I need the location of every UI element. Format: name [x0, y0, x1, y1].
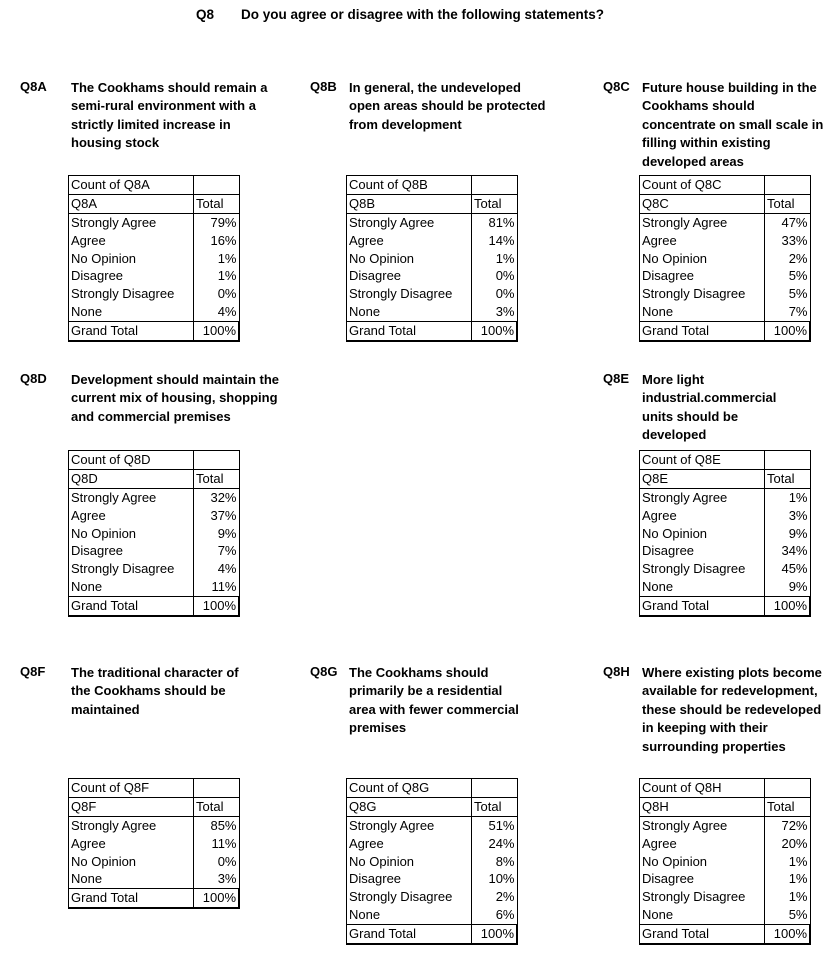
row-value: 72% [765, 816, 811, 834]
row-label: Agree [640, 232, 765, 250]
row-label: Count of Q8G [347, 779, 472, 798]
table-row [347, 853, 518, 871]
table-row [640, 250, 811, 268]
q8c-pivot-table [639, 175, 811, 342]
row-value: 6% [472, 906, 518, 924]
q8a-code: Q8A [20, 79, 47, 94]
row-value: 2% [765, 250, 811, 268]
row-label: Q8F [69, 797, 194, 816]
row-value: 5% [765, 906, 811, 924]
grand-total-row [640, 925, 811, 944]
table-row [347, 303, 518, 321]
row-label: Agree [69, 835, 194, 853]
q8c-statement: Future house building in the Cookhams should concentrate on small scale in filling within existing developed areas [642, 79, 824, 169]
row-label: Strongly Agree [640, 213, 765, 231]
row-value: 100% [472, 322, 518, 341]
row-value: 100% [765, 322, 811, 341]
row-label: Q8A [69, 194, 194, 213]
row-label: No Opinion [640, 525, 765, 543]
row-value [765, 779, 811, 798]
grand-total-row [347, 925, 518, 944]
header-row [347, 797, 518, 816]
q8b-statement: In general, the undeveloped open areas should be protected from development [349, 79, 546, 132]
row-label: Strongly Agree [69, 213, 194, 231]
row-value: 0% [194, 285, 240, 303]
row-label: None [69, 870, 194, 888]
q8h-pivot-table [639, 778, 811, 945]
row-value: 81% [472, 213, 518, 231]
table-row [640, 853, 811, 871]
header-row [69, 194, 240, 213]
row-label: Count of Q8C [640, 176, 765, 195]
table-row [69, 303, 240, 321]
count-row [347, 779, 518, 798]
table-row [347, 267, 518, 285]
row-value: 34% [765, 542, 811, 560]
table-row [69, 578, 240, 596]
grand-total-row [640, 597, 811, 616]
row-label: None [347, 906, 472, 924]
row-value: 2% [472, 888, 518, 906]
q8b-code: Q8B [310, 79, 337, 94]
row-value: 85% [194, 816, 240, 834]
q8g-code: Q8G [310, 664, 338, 679]
table-row [69, 560, 240, 578]
row-value: 3% [194, 870, 240, 888]
row-value: 9% [765, 578, 811, 596]
row-value: Total [194, 469, 240, 488]
q8d-code: Q8D [20, 371, 47, 386]
row-value: 8% [472, 853, 518, 871]
row-label: Strongly Disagree [640, 888, 765, 906]
table-row [69, 267, 240, 285]
table-row [640, 906, 811, 924]
header-row [69, 797, 240, 816]
row-label: Strongly Agree [69, 488, 194, 506]
header-row [640, 194, 811, 213]
row-label: Grand Total [347, 925, 472, 944]
row-value: 1% [765, 488, 811, 506]
row-label: Grand Total [640, 925, 765, 944]
row-label: Q8C [640, 194, 765, 213]
table-row [347, 285, 518, 303]
row-label: Q8B [347, 194, 472, 213]
row-value: 3% [765, 507, 811, 525]
header-row [640, 797, 811, 816]
row-value: Total [194, 194, 240, 213]
row-value: 100% [765, 597, 811, 616]
row-label: Grand Total [69, 322, 194, 341]
row-value: 24% [472, 835, 518, 853]
row-label: Disagree [69, 267, 194, 285]
section-title: Do you agree or disagree with the following statements? [241, 7, 605, 22]
table-row [347, 250, 518, 268]
table-row [69, 285, 240, 303]
row-label: None [347, 303, 472, 321]
row-label: Q8G [347, 797, 472, 816]
table-row [640, 560, 811, 578]
q8c-code: Q8C [603, 79, 630, 94]
row-value: 5% [765, 267, 811, 285]
grand-total-row [69, 322, 240, 341]
count-row [69, 451, 240, 470]
table-row [640, 525, 811, 543]
row-label: Grand Total [69, 597, 194, 616]
row-label: None [69, 303, 194, 321]
row-label: Q8E [640, 469, 765, 488]
row-label: Count of Q8B [347, 176, 472, 195]
count-row [69, 779, 240, 798]
row-value: 4% [194, 560, 240, 578]
row-value [194, 176, 240, 195]
row-label: Q8D [69, 469, 194, 488]
table-row [640, 870, 811, 888]
q8e-code: Q8E [603, 371, 630, 386]
row-label: Strongly Agree [347, 816, 472, 834]
row-label: Grand Total [640, 597, 765, 616]
row-value: 11% [194, 578, 240, 596]
table-row [69, 525, 240, 543]
row-value [765, 176, 811, 195]
grand-total-row [69, 597, 240, 616]
row-value: 1% [765, 853, 811, 871]
header-row [347, 194, 518, 213]
row-value: Total [765, 469, 811, 488]
row-value: 51% [472, 816, 518, 834]
table-row [640, 213, 811, 231]
row-value: 32% [194, 488, 240, 506]
row-value: 0% [194, 853, 240, 871]
count-row [69, 176, 240, 195]
table-row [69, 250, 240, 268]
table-row [640, 888, 811, 906]
row-value: Total [472, 194, 518, 213]
row-label: Strongly Disagree [640, 285, 765, 303]
row-value: 100% [194, 597, 240, 616]
count-row [640, 176, 811, 195]
row-label: Count of Q8F [69, 779, 194, 798]
grand-total-row [69, 889, 240, 908]
row-value: 5% [765, 285, 811, 303]
row-label: Disagree [640, 870, 765, 888]
grand-total-row [347, 322, 518, 341]
table-row [640, 835, 811, 853]
row-label: No Opinion [69, 525, 194, 543]
row-label: No Opinion [640, 853, 765, 871]
row-value [472, 176, 518, 195]
table-row [640, 303, 811, 321]
row-label: Disagree [640, 267, 765, 285]
row-label: Strongly Disagree [347, 285, 472, 303]
row-label: Agree [347, 835, 472, 853]
table-row [69, 835, 240, 853]
table-row [347, 835, 518, 853]
row-value: Total [472, 797, 518, 816]
table-row [69, 816, 240, 834]
row-label: Strongly Agree [69, 816, 194, 834]
row-label: Grand Total [640, 322, 765, 341]
grand-total-row [640, 322, 811, 341]
row-value: 3% [472, 303, 518, 321]
row-label: Strongly Agree [640, 816, 765, 834]
row-value: 45% [765, 560, 811, 578]
row-value: Total [765, 797, 811, 816]
q8a-statement: The Cookhams should remain a semi-rural environment with a strictly limited increase in housing stock [71, 79, 268, 150]
row-value: 79% [194, 213, 240, 231]
table-row [69, 232, 240, 250]
table-row [347, 213, 518, 231]
row-value: 1% [765, 888, 811, 906]
row-label: Grand Total [347, 322, 472, 341]
row-label: None [640, 303, 765, 321]
table-row [640, 267, 811, 285]
row-value: 4% [194, 303, 240, 321]
table-row [69, 213, 240, 231]
row-value: 11% [194, 835, 240, 853]
row-value: 1% [194, 267, 240, 285]
row-value: 37% [194, 507, 240, 525]
q8h-statement: Where existing plots become available for redevelopment, these should be redeveloped in keeping with their surrounding properties [642, 664, 822, 754]
row-label: Strongly Disagree [69, 560, 194, 578]
row-label: No Opinion [640, 250, 765, 268]
row-label: No Opinion [347, 853, 472, 871]
row-label: Count of Q8E [640, 451, 765, 470]
row-label: Agree [347, 232, 472, 250]
row-value: 33% [765, 232, 811, 250]
row-value: 7% [765, 303, 811, 321]
table-row [347, 816, 518, 834]
count-row [640, 779, 811, 798]
table-row [640, 488, 811, 506]
row-label: Q8H [640, 797, 765, 816]
row-value: Total [194, 797, 240, 816]
row-label: Agree [640, 507, 765, 525]
row-value: 100% [194, 322, 240, 341]
table-row [69, 853, 240, 871]
row-value: 47% [765, 213, 811, 231]
row-label: No Opinion [69, 250, 194, 268]
row-label: None [640, 906, 765, 924]
row-label: Strongly Disagree [640, 560, 765, 578]
row-label: Strongly Agree [347, 213, 472, 231]
row-value: 14% [472, 232, 518, 250]
q8f-code: Q8F [20, 664, 46, 679]
row-value [194, 779, 240, 798]
table-row [640, 285, 811, 303]
row-label: Count of Q8H [640, 779, 765, 798]
table-row [640, 578, 811, 596]
row-label: Agree [69, 232, 194, 250]
q8b-pivot-table [346, 175, 518, 342]
row-label: Strongly Agree [640, 488, 765, 506]
table-row [69, 488, 240, 506]
row-label: Count of Q8A [69, 176, 194, 195]
row-label: Disagree [69, 542, 194, 560]
row-value [472, 779, 518, 798]
table-row [69, 870, 240, 888]
section-number: Q8 [196, 7, 215, 22]
row-value: 20% [765, 835, 811, 853]
row-label: None [69, 578, 194, 596]
q8a-pivot-table [68, 175, 240, 342]
header-row [69, 469, 240, 488]
row-value: 1% [472, 250, 518, 268]
row-label: None [640, 578, 765, 596]
row-label: Agree [640, 835, 765, 853]
table-row [347, 232, 518, 250]
row-label: Agree [69, 507, 194, 525]
count-row [347, 176, 518, 195]
q8f-statement: The traditional character of the Cookhams should be maintained [71, 664, 239, 717]
q8h-code: Q8H [603, 664, 630, 679]
row-value: 9% [194, 525, 240, 543]
q8d-pivot-table [68, 450, 240, 617]
q8g-pivot-table [346, 778, 518, 945]
row-label: No Opinion [69, 853, 194, 871]
table-row [640, 816, 811, 834]
q8g-statement: The Cookhams should primarily be a residential area with fewer commercial premises [349, 664, 519, 735]
row-value: 0% [472, 285, 518, 303]
row-value [194, 451, 240, 470]
row-label: Disagree [640, 542, 765, 560]
table-row [640, 542, 811, 560]
row-label: Count of Q8D [69, 451, 194, 470]
row-label: Disagree [347, 870, 472, 888]
q8d-statement: Development should maintain the current mix of housing, shopping and commercial premises [71, 371, 280, 424]
table-row [69, 542, 240, 560]
q8e-pivot-table [639, 450, 811, 617]
row-label: Grand Total [69, 889, 194, 908]
row-label: Strongly Disagree [347, 888, 472, 906]
row-value: 0% [472, 267, 518, 285]
q8f-pivot-table [68, 778, 240, 909]
row-value: 1% [765, 870, 811, 888]
row-value: 1% [194, 250, 240, 268]
row-value: 10% [472, 870, 518, 888]
row-value: 7% [194, 542, 240, 560]
table-row [347, 888, 518, 906]
table-row [640, 232, 811, 250]
row-value: 9% [765, 525, 811, 543]
row-value: 100% [194, 889, 240, 908]
table-row [640, 507, 811, 525]
q8e-statement: More light industrial.commercial units should be developed [642, 371, 777, 442]
row-label: Disagree [347, 267, 472, 285]
header-row [640, 469, 811, 488]
row-value [765, 451, 811, 470]
row-label: No Opinion [347, 250, 472, 268]
row-value: 16% [194, 232, 240, 250]
table-row [347, 906, 518, 924]
table-row [347, 870, 518, 888]
count-row [640, 451, 811, 470]
row-value: 100% [472, 925, 518, 944]
row-label: Strongly Disagree [69, 285, 194, 303]
table-row [69, 507, 240, 525]
row-value: 100% [765, 925, 811, 944]
row-value: Total [765, 194, 811, 213]
